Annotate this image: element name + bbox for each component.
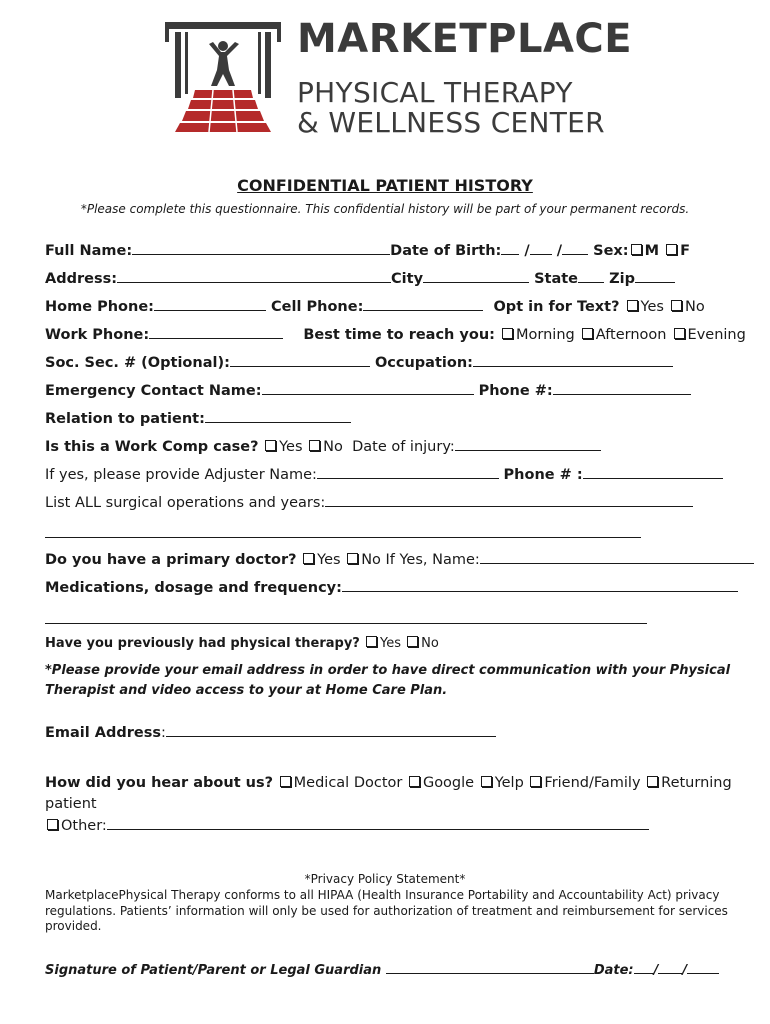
work-comp-no-checkbox[interactable] bbox=[309, 440, 320, 451]
previous-pt-no-checkbox[interactable] bbox=[407, 636, 418, 647]
work-comp-label: Is this a Work Comp case? bbox=[45, 439, 259, 455]
adjuster-phone-label: Phone # : bbox=[503, 467, 583, 483]
primary-doctor-yes-checkbox[interactable] bbox=[303, 553, 314, 564]
row-ssn bbox=[45, 353, 673, 372]
dob-label: Date of Birth: bbox=[390, 243, 502, 259]
emergency-phone-label: Phone #: bbox=[478, 383, 553, 399]
referral-yelp-label: Yelp bbox=[494, 775, 524, 791]
signature-field[interactable] bbox=[386, 960, 594, 974]
home-phone-label: Home Phone: bbox=[45, 299, 154, 315]
state-label: State bbox=[534, 271, 579, 287]
surgeries-field[interactable] bbox=[325, 493, 693, 507]
adjuster-label: If yes, please provide Adjuster Name: bbox=[45, 467, 317, 483]
opt-text-no-label: No bbox=[685, 299, 705, 315]
referral-returning-label-continued: patient bbox=[45, 796, 97, 812]
occupation-field[interactable] bbox=[473, 353, 673, 367]
referral-returning-label: Returning bbox=[661, 775, 732, 791]
primary-doctor-no-label: No bbox=[361, 552, 381, 568]
previous-pt-yes-label: Yes bbox=[379, 636, 401, 651]
afternoon-checkbox[interactable] bbox=[582, 328, 593, 339]
evening-checkbox[interactable] bbox=[674, 328, 685, 339]
logo-mark-icon bbox=[165, 18, 285, 136]
medications-field[interactable] bbox=[342, 578, 738, 592]
primary-doctor-no-checkbox[interactable] bbox=[347, 553, 358, 564]
row-email bbox=[45, 723, 496, 742]
email-colon: : bbox=[161, 725, 166, 741]
dob-year-field[interactable] bbox=[562, 241, 588, 255]
evening-label: Evening bbox=[687, 327, 746, 343]
work-phone-field[interactable] bbox=[149, 325, 283, 339]
emergency-contact-label: Emergency Contact Name: bbox=[45, 383, 262, 399]
morning-checkbox[interactable] bbox=[502, 328, 513, 339]
logo-tagline-1: PHYSICAL THERAPY bbox=[297, 76, 573, 109]
row-referral-other bbox=[45, 816, 649, 835]
email-field[interactable] bbox=[166, 723, 496, 737]
afternoon-label: Afternoon bbox=[595, 327, 667, 343]
best-time-label: Best time to reach you: bbox=[303, 327, 495, 343]
surgeries-label: List ALL surgical operations and years: bbox=[45, 495, 326, 511]
signature-label: Signature of Patient/Parent or Legal Guardian bbox=[45, 963, 382, 978]
row-phones bbox=[45, 297, 705, 316]
row-previous-pt bbox=[45, 635, 439, 653]
referral-google-checkbox[interactable] bbox=[409, 776, 420, 787]
work-comp-no-label: No bbox=[323, 439, 343, 455]
row-name-dob-sex bbox=[45, 241, 690, 260]
referral-google-label: Google bbox=[422, 775, 475, 791]
emergency-contact-field[interactable] bbox=[262, 381, 474, 395]
row-address bbox=[45, 269, 675, 288]
signature-day-field[interactable] bbox=[658, 960, 682, 974]
privacy-title: *Privacy Policy Statement* bbox=[304, 872, 466, 886]
doctor-name-label: If Yes, Name: bbox=[385, 552, 480, 568]
zip-field[interactable] bbox=[635, 269, 675, 283]
opt-text-no-checkbox[interactable] bbox=[671, 300, 682, 311]
city-field[interactable] bbox=[423, 269, 529, 283]
referral-label: How did you hear about us? bbox=[45, 775, 274, 791]
referral-friend-checkbox[interactable] bbox=[530, 776, 541, 787]
company-logo bbox=[165, 16, 633, 139]
referral-other-field[interactable] bbox=[107, 816, 649, 830]
full-name-field[interactable] bbox=[132, 241, 390, 255]
dob-month-field[interactable] bbox=[501, 241, 519, 255]
sex-m-label: M bbox=[644, 243, 659, 259]
email-label: Email Address bbox=[45, 725, 162, 741]
row-surgeries bbox=[45, 493, 693, 512]
row-referral bbox=[45, 774, 732, 792]
email-note: *Please provide your email address in order to have direct communication with your Physical Therapist and video access to your at Home Care Plan. bbox=[45, 663, 731, 698]
work-phone-label: Work Phone: bbox=[45, 327, 150, 343]
referral-doctor-checkbox[interactable] bbox=[280, 776, 291, 787]
relation-label: Relation to patient: bbox=[45, 411, 205, 427]
adjuster-phone-field[interactable] bbox=[583, 465, 723, 479]
opt-text-yes-label: Yes bbox=[640, 299, 664, 315]
dob-separator: / bbox=[556, 243, 563, 259]
row-signature bbox=[45, 960, 719, 980]
row-medications bbox=[45, 578, 738, 597]
signature-month-field[interactable] bbox=[634, 960, 654, 974]
previous-pt-no-label: No bbox=[421, 636, 439, 651]
signature-year-field[interactable] bbox=[687, 960, 719, 974]
occupation-label: Occupation: bbox=[374, 355, 473, 371]
referral-returning-checkbox[interactable] bbox=[647, 776, 658, 787]
referral-friend-label: Friend/Family bbox=[544, 775, 641, 791]
ssn-label: Soc. Sec. # (Optional): bbox=[45, 355, 230, 371]
state-field[interactable] bbox=[578, 269, 604, 283]
row-primary-doctor bbox=[45, 550, 754, 569]
opt-text-label: Opt in for Text? bbox=[493, 299, 620, 315]
cell-phone-label: Cell Phone: bbox=[271, 299, 364, 315]
signature-date-separator: / bbox=[653, 963, 659, 978]
opt-text-yes-checkbox[interactable] bbox=[627, 300, 638, 311]
row-relation bbox=[45, 409, 351, 428]
signature-date-label: Date: bbox=[593, 963, 634, 978]
morning-label: Morning bbox=[516, 327, 575, 343]
address-label: Address: bbox=[45, 271, 118, 287]
sex-label: Sex: bbox=[593, 243, 629, 259]
surgeries-field-line-2[interactable] bbox=[45, 536, 641, 538]
signature-date-separator: / bbox=[682, 963, 688, 978]
row-adjuster bbox=[45, 465, 723, 484]
medications-field-line-2[interactable] bbox=[45, 622, 647, 624]
primary-doctor-label: Do you have a primary doctor? bbox=[45, 552, 297, 568]
city-label: City bbox=[391, 271, 424, 287]
work-comp-yes-checkbox[interactable] bbox=[265, 440, 276, 451]
dob-separator: / bbox=[524, 243, 530, 259]
dob-day-field[interactable] bbox=[530, 241, 552, 255]
row-work-phone bbox=[45, 325, 746, 344]
zip-label: Zip bbox=[609, 271, 635, 287]
referral-other-label: Other: bbox=[61, 818, 107, 834]
row-emergency bbox=[45, 381, 691, 400]
privacy-statement: MarketplacePhysical Therapy conforms to all HIPAA (Health Insurance Portability and Accountability Act) privacy regulations. Patients’ information will only be used for authorization of treatment and reimbursement for services provided. bbox=[45, 888, 728, 933]
cell-phone-field[interactable] bbox=[363, 297, 483, 311]
sex-f-label: F bbox=[680, 243, 690, 259]
emergency-phone-field[interactable] bbox=[553, 381, 691, 395]
logo-brand-name: MARKETPLACE bbox=[297, 16, 633, 62]
page-subtitle: *Please complete this questionnaire. This confidential history will be part of your permanent records. bbox=[80, 202, 690, 216]
date-injury-field[interactable] bbox=[455, 437, 601, 451]
full-name-label: Full Name: bbox=[45, 243, 133, 259]
referral-other-checkbox[interactable] bbox=[47, 819, 58, 830]
primary-doctor-yes-label: Yes bbox=[317, 552, 341, 568]
date-injury-label: Date of injury: bbox=[352, 439, 455, 455]
ssn-field[interactable] bbox=[230, 353, 370, 367]
medications-label: Medications, dosage and frequency: bbox=[45, 580, 342, 596]
address-field[interactable] bbox=[117, 269, 391, 283]
relation-field[interactable] bbox=[205, 409, 351, 423]
sex-m-checkbox[interactable] bbox=[631, 244, 642, 255]
previous-pt-yes-checkbox[interactable] bbox=[366, 636, 377, 647]
home-phone-field[interactable] bbox=[154, 297, 266, 311]
adjuster-field[interactable] bbox=[317, 465, 499, 479]
work-comp-yes-label: Yes bbox=[279, 439, 303, 455]
row-work-comp bbox=[45, 437, 601, 456]
previous-pt-label: Have you previously had physical therapy? bbox=[45, 636, 360, 651]
sex-f-checkbox[interactable] bbox=[666, 244, 677, 255]
doctor-name-field[interactable] bbox=[480, 550, 754, 564]
referral-doctor-label: Medical Doctor bbox=[293, 775, 403, 791]
logo-tagline-2: & WELLNESS CENTER bbox=[297, 106, 605, 139]
referral-yelp-checkbox[interactable] bbox=[481, 776, 492, 787]
page-title: CONFIDENTIAL PATIENT HISTORY bbox=[237, 176, 533, 195]
